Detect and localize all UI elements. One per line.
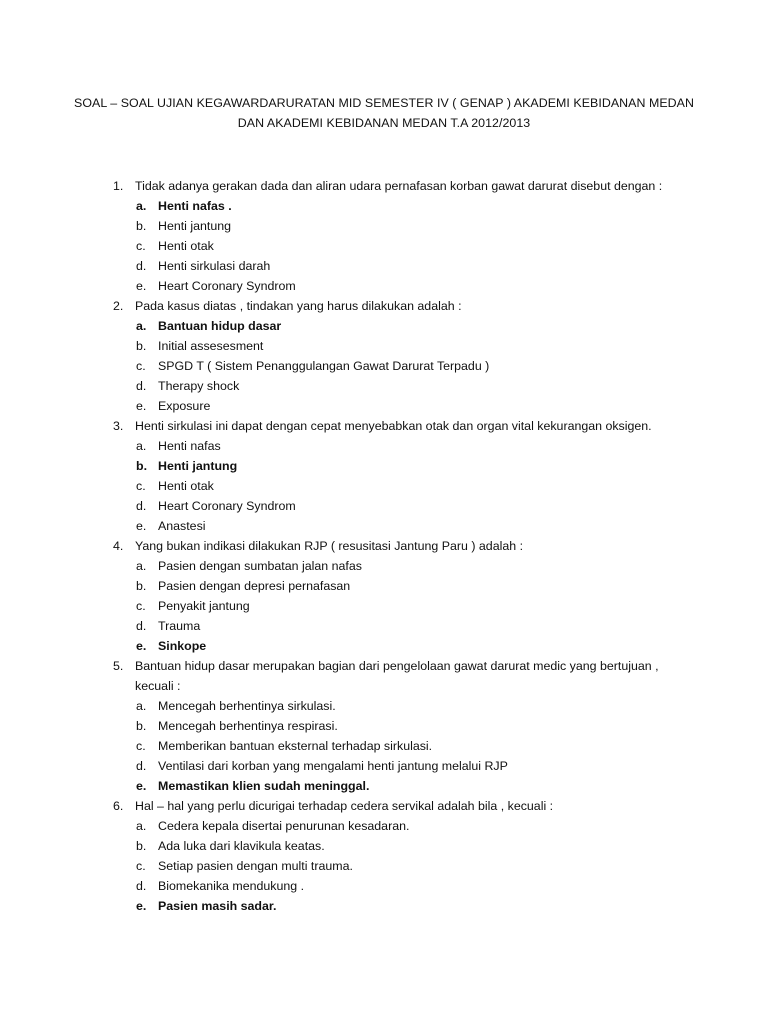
question-text: Hal – hal yang perlu dicurigai terhadap cedera servikal adalah bila , kecuali :	[135, 799, 554, 813]
option-text: Ada luka dari klavikula keatas.	[158, 839, 325, 853]
option-letter: d.	[136, 499, 147, 513]
option-letter: a.	[136, 319, 147, 333]
option-letter: c.	[136, 479, 146, 493]
answer-option	[0, 856, 768, 876]
question-number: 2.	[113, 299, 124, 313]
answer-option	[0, 876, 768, 896]
option-letter: d.	[136, 619, 147, 633]
answer-option	[0, 736, 768, 756]
option-text: Anastesi	[158, 519, 206, 533]
option-letter: e.	[136, 899, 147, 913]
answer-option	[0, 236, 768, 256]
answer-option	[0, 756, 768, 776]
title-line-1: SOAL – SOAL UJIAN KEGAWARDARURATAN MID SEMESTER IV ( GENAP ) AKADEMI KEBIDANAN MEDAN	[74, 96, 694, 110]
answer-option	[0, 336, 768, 356]
option-text: Henti otak	[158, 479, 214, 493]
option-text: Henti nafas .	[158, 199, 232, 213]
answer-option	[0, 696, 768, 716]
question-number: 6.	[113, 799, 124, 813]
option-letter: b.	[136, 719, 147, 733]
question-block	[0, 176, 768, 296]
question-number: 5.	[113, 659, 124, 673]
option-letter: c.	[136, 859, 146, 873]
option-text: Heart Coronary Syndrom	[158, 499, 296, 513]
option-letter: b.	[136, 459, 148, 473]
option-text: Exposure	[158, 399, 211, 413]
question-list	[0, 176, 768, 916]
question-text-row	[0, 796, 768, 816]
question-text: Tidak adanya gerakan dada dan aliran udara pernafasan korban gawat darurat disebut dengan :	[135, 179, 663, 193]
question-text-row	[0, 536, 768, 556]
option-letter: c.	[136, 739, 146, 753]
option-letter: b.	[136, 219, 147, 233]
option-letter: d.	[136, 259, 147, 273]
question-text-row	[0, 296, 768, 316]
option-text: Memastikan klien sudah meninggal.	[158, 779, 370, 793]
answer-option	[0, 776, 768, 796]
answer-option	[0, 476, 768, 496]
option-text: Pasien masih sadar.	[158, 899, 277, 913]
option-text: Pasien dengan sumbatan jalan nafas	[158, 559, 362, 573]
option-text: Ventilasi dari korban yang mengalami henti jantung melalui RJP	[158, 759, 508, 773]
answer-option	[0, 356, 768, 376]
answer-option	[0, 816, 768, 836]
question-text-row	[0, 656, 675, 696]
answer-option	[0, 836, 768, 856]
answer-option	[0, 596, 768, 616]
title-line-2: DAN AKADEMI KEBIDANAN MEDAN T.A 2012/2013	[237, 116, 531, 130]
question-text: Yang bukan indikasi dilakukan RJP ( resusitasi Jantung Paru ) adalah :	[135, 539, 524, 553]
option-letter: c.	[136, 359, 146, 373]
option-letter: d.	[136, 379, 147, 393]
option-text: Henti jantung	[158, 219, 232, 233]
answer-option	[0, 576, 768, 596]
option-text: Trauma	[158, 619, 201, 633]
answer-option	[0, 716, 768, 736]
question-number: 3.	[113, 419, 124, 433]
option-letter: c.	[136, 599, 146, 613]
option-text: Heart Coronary Syndrom	[158, 279, 296, 293]
option-letter: b.	[136, 579, 147, 593]
option-text: Henti sirkulasi darah	[158, 259, 271, 273]
question-block	[0, 796, 768, 916]
question-block	[0, 296, 768, 416]
option-text: Henti otak	[158, 239, 214, 253]
option-letter: b.	[136, 839, 147, 853]
option-letter: c.	[136, 239, 146, 253]
option-text: Pasien dengan depresi pernafasan	[158, 579, 351, 593]
answer-option	[0, 196, 768, 216]
option-letter: d.	[136, 759, 147, 773]
question-text: Pada kasus diatas , tindakan yang harus dilakukan adalah :	[135, 299, 462, 313]
option-letter: e.	[136, 399, 147, 413]
option-letter: a.	[136, 699, 147, 713]
question-text-row	[0, 416, 768, 436]
option-text: Memberikan bantuan eksternal terhadap sirkulasi.	[158, 739, 433, 753]
answer-option	[0, 616, 768, 636]
option-letter: e.	[136, 279, 147, 293]
answer-option	[0, 636, 768, 656]
answer-option	[0, 896, 768, 916]
option-text: Sinkope	[158, 639, 207, 653]
option-letter: b.	[136, 339, 147, 353]
option-text: Mencegah berhentinya sirkulasi.	[158, 699, 336, 713]
answer-option	[0, 516, 768, 536]
question-block	[0, 656, 768, 796]
question-text: Bantuan hidup dasar merupakan bagian dari pengelolaan gawat darurat medic yang bertujuan , kecuali :	[135, 659, 659, 693]
option-text: Biomekanika mendukung .	[158, 879, 305, 893]
option-text: Henti jantung	[158, 459, 238, 473]
question-number: 4.	[113, 539, 124, 553]
option-text: Bantuan hidup dasar	[158, 319, 282, 333]
answer-option	[0, 376, 768, 396]
option-text: Mencegah berhentinya respirasi.	[158, 719, 338, 733]
option-letter: e.	[136, 779, 147, 793]
option-text: Therapy shock	[158, 379, 240, 393]
question-block	[0, 416, 768, 536]
question-number: 1.	[113, 179, 124, 193]
answer-option	[0, 436, 768, 456]
option-letter: a.	[136, 439, 147, 453]
option-letter: e.	[136, 519, 147, 533]
option-text: Cedera kepala disertai penurunan kesadaran.	[158, 819, 410, 833]
option-text: SPGD T ( Sistem Penanggulangan Gawat Darurat Terpadu )	[158, 359, 490, 373]
document-title	[40, 93, 728, 133]
answer-option	[0, 216, 768, 236]
answer-option	[0, 276, 768, 296]
option-letter: a.	[136, 819, 147, 833]
answer-option	[0, 396, 768, 416]
answer-option	[0, 316, 768, 336]
option-letter: e.	[136, 639, 147, 653]
option-text: Henti nafas	[158, 439, 221, 453]
option-text: Initial assesesment	[158, 339, 264, 353]
answer-option	[0, 496, 768, 516]
question-block	[0, 536, 768, 656]
option-letter: a.	[136, 559, 147, 573]
option-text: Setiap pasien dengan multi trauma.	[158, 859, 353, 873]
option-text: Penyakit jantung	[158, 599, 250, 613]
option-letter: d.	[136, 879, 147, 893]
question-text-row	[0, 176, 768, 196]
option-letter: a.	[136, 199, 147, 213]
answer-option	[0, 556, 768, 576]
answer-option	[0, 256, 768, 276]
answer-option	[0, 456, 768, 476]
question-text: Henti sirkulasi ini dapat dengan cepat menyebabkan otak dan organ vital kekurangan oksigen.	[135, 419, 652, 433]
